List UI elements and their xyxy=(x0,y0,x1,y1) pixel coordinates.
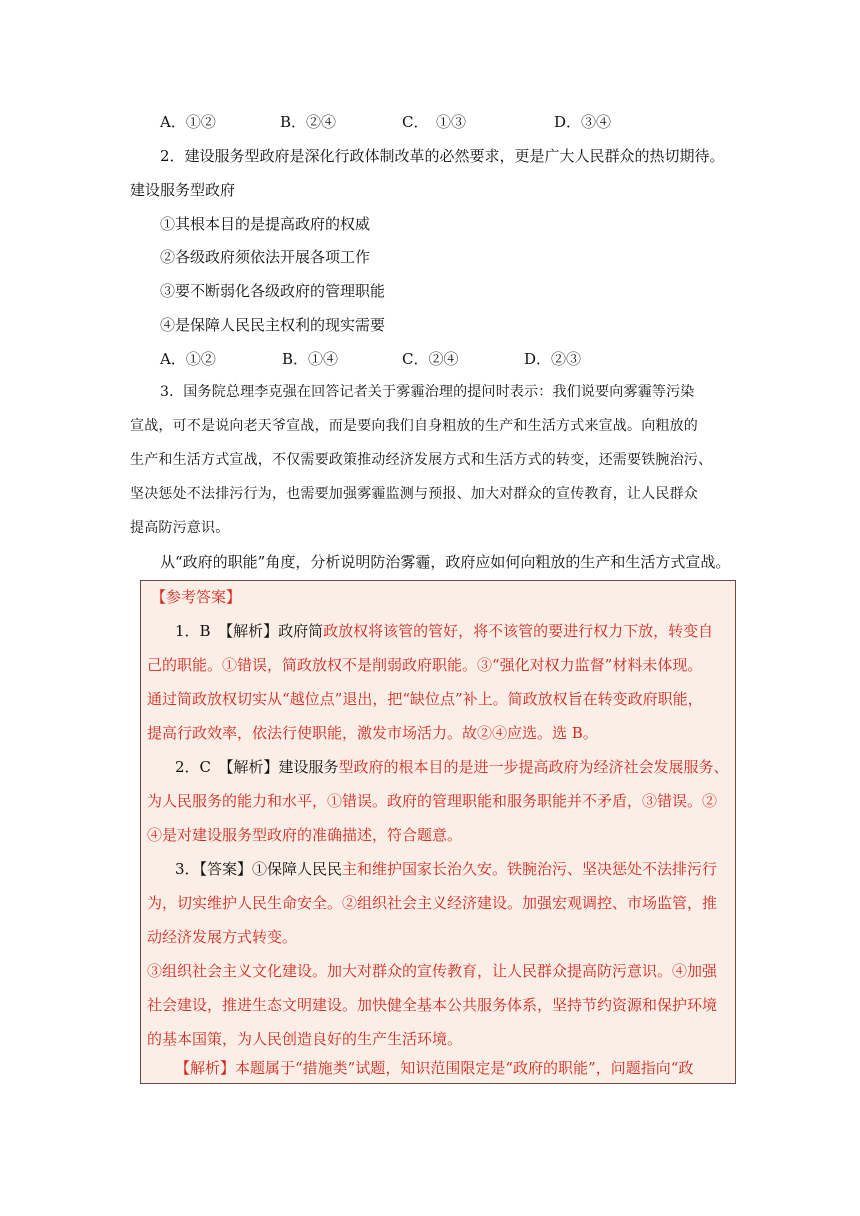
answer-2-line-3: ④是对建设服务型政府的准确描述，符合题意。 xyxy=(147,826,463,844)
answer-1-lead: 1．B 【解析】政府简 xyxy=(175,622,324,640)
answer-1-text: 政放权将该管的管好，将不该管的要进行权力下放，转变自 xyxy=(323,622,714,640)
q3-line-2: 宣战，可不是说向老天爷宣战，而是要向我们自身粗放的生产和生活方式来宣战。向粗放的 xyxy=(130,418,698,434)
analysis-line-1 xyxy=(175,1058,693,1078)
answer-1-line-2: 己的职能。①错误，简政放权不是削弱政府职能。③“强化对权力监督”材料未体现。 xyxy=(147,656,703,674)
answer-3-text: 主和维护国家长治久安。铁腕治污、坚决惩处不法排污行 xyxy=(342,860,718,878)
q2-item-1: ①其根本目的是提高政府的权威 xyxy=(160,215,371,233)
q3-line-1: 3．国务院总理李克强在回答记者关于雾霾治理的提问时表示：我们说要向雾霾等污染 xyxy=(160,384,695,400)
answer-1-line-3: 通过简政放权切实从“越位点”退出，把“缺位点”补上。简政放权旨在转变政府职能， xyxy=(147,690,703,708)
q2-stem-line1: 2．建设服务型政府是深化行政体制改革的必然要求，更是广大人民群众的热切期待。 xyxy=(160,147,725,165)
answer-3-line-6: 的基本国策，为人民创造良好的生产生活环境。 xyxy=(147,1030,463,1048)
answer-2-line-2: 为人民服务的能力和水平，①错误。政府的管理职能和服务职能并不矛盾，③错误。② xyxy=(147,792,718,810)
answer-box xyxy=(140,580,736,1084)
answer-3-line-4: ③组织社会主义文化建设。加大对群众的宣传教育，让人民群众提高防污意识。④加强 xyxy=(147,962,718,980)
answer-3-line-2: 为，切实维护人民生命安全。②组织社会主义经济建设。加强宏观调控、市场监管，推 xyxy=(147,894,718,912)
answer-2-text: 型政府的根本目的是进一步提高政府为经济社会发展服务、 xyxy=(338,758,729,776)
q1-option-d: D．③④ xyxy=(554,113,612,131)
q2-stem-line2: 建设服务型政府 xyxy=(130,181,236,199)
answer-3-lead: 3．【答案】①保障人民民 xyxy=(175,860,343,878)
answer-1-line-1 xyxy=(175,621,713,641)
answer-header: 【参考答案】 xyxy=(151,588,242,606)
q2-option-a: A．①② xyxy=(160,350,216,368)
q3-line-4: 坚决惩处不法排污行为，也需要加强雾霾监测与预报、加大对群众的宣传教育，让人民群众 xyxy=(130,486,698,502)
q1-option-a: A．①② xyxy=(160,113,216,131)
q1-option-b: B．②④ xyxy=(280,113,337,131)
q2-option-d: D．②③ xyxy=(524,350,582,368)
answer-3-line-5: 社会建设，推进生态文明建设。加快健全基本公共服务体系，坚持节约资源和保护环境 xyxy=(147,996,718,1014)
q2-option-b: B．①④ xyxy=(282,350,339,368)
answer-1-line-4: 提高行政效率，依法行使职能，激发市场活力。故②④应选。选 B。 xyxy=(147,724,598,742)
q3-line-3: 生产和生活方式宣战，不仅需要政策推动经济发展方式和生活方式的转变，还需要铁腕治污、 xyxy=(130,452,713,468)
q2-item-4: ④是保障人民民主权利的现实需要 xyxy=(160,316,386,334)
q3-question: 从“政府的职能”角度，分析说明防治雾霾，政府应如何向粗放的生产和生活方式宣战。 xyxy=(160,553,731,571)
answer-2-lead: 2．C 【解析】建设服务 xyxy=(175,758,339,776)
answer-2-line-1 xyxy=(175,757,729,777)
answer-3-line-3: 动经济发展方式转变。 xyxy=(147,928,298,946)
answer-3-line-1 xyxy=(175,859,717,879)
analysis-label: 【解析】 xyxy=(175,1059,236,1077)
analysis-text: 本题属于“措施类”试题，知识范围限定是“政府的职能”，问题指向“政 xyxy=(235,1059,694,1077)
q2-item-3: ③要不断弱化各级政府的管理职能 xyxy=(160,282,386,300)
q1-option-c: C． ①③ xyxy=(402,113,466,131)
q3-line-5: 提高防污意识。 xyxy=(130,520,230,536)
q2-option-c: C．②④ xyxy=(402,350,459,368)
q2-item-2: ②各级政府须依法开展各项工作 xyxy=(160,248,371,266)
